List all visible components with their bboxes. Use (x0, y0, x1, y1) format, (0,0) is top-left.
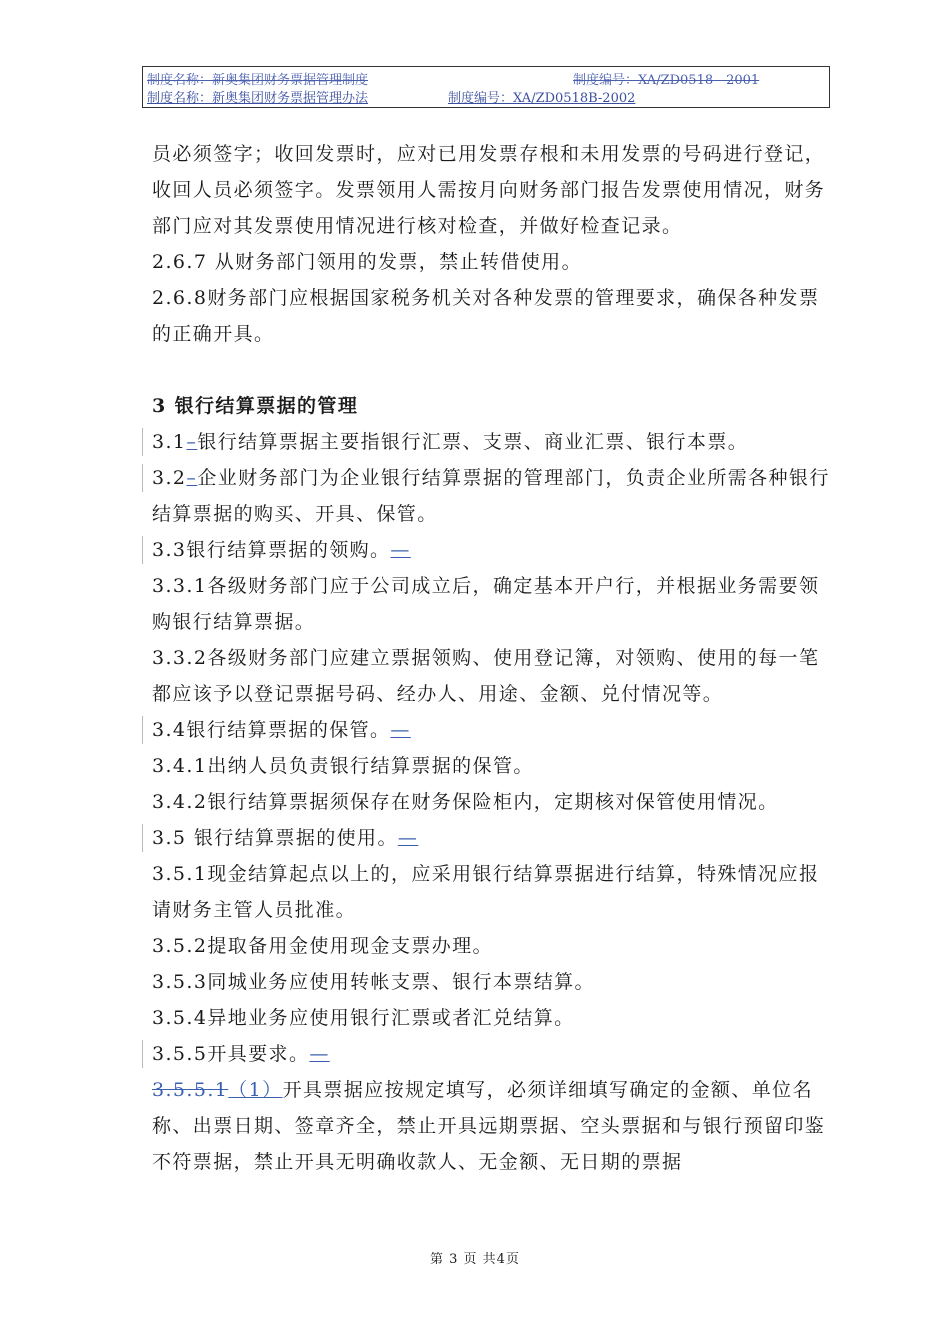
paragraph-3-5-3: 3.5.3同城业务应使用转帐支票、银行本票结算。 (152, 971, 595, 993)
paragraph-3-5 (152, 820, 832, 856)
paragraph-3-5-5-1 (152, 1072, 832, 1180)
clause-text: 3.5 银行结算票据的使用。 (152, 827, 398, 849)
paragraph-3-5-5 (152, 1036, 832, 1072)
clause-text: 开具票据应按规定填写，必须详细填写确定的金额、单位名称、出票日期、签章齐全，禁止开具远期票据、空头票据和与银行预留印鉴不符票据，禁止开具无明确收款人、无金额、无日期的票据 (152, 1079, 826, 1173)
revision-mark: — (309, 1043, 330, 1065)
paragraph-3-5-2: 3.5.2提取备用金使用现金支票办理。 (152, 935, 493, 957)
paragraph-3-5-4: 3.5.4异地业务应使用银行汇票或者汇兑结算。 (152, 1007, 575, 1029)
paragraph-2-6-8: 2.6.8财务部门应根据国家税务机关对各种发票的管理要求，确保各种发票的正确开具。 (152, 287, 820, 345)
paragraph-3-3-2: 3.3.2各级财务部门应建立票据领购、使用登记簿，对领购、使用的每一笔都应该予以登记票据号码、经办人、用途、金额、兑付情况等。 (152, 647, 820, 705)
clause-number: 3.2 (152, 467, 187, 489)
paragraph-3-1 (152, 424, 832, 460)
paragraph-3-4 (152, 712, 832, 748)
header-old-line (147, 69, 759, 88)
paragraph-3-2 (152, 460, 832, 532)
document-body (152, 136, 832, 1180)
revision-mark: — (397, 827, 419, 849)
header-new-line (147, 87, 635, 106)
clause-text: 企业财务部门为企业银行结算票据的管理部门，负责企业所需各种银行结算票据的购买、开具、保管。 (152, 467, 830, 525)
paragraph-3-4-2: 3.4.2银行结算票据须保存在财务保险柜内，定期核对保管使用情况。 (152, 791, 779, 813)
paragraph-3-3-1: 3.3.1各级财务部门应于公司成立后，确定基本开户行，并根据业务需要领购银行结算票据。 (152, 575, 820, 633)
clause-text: 3.4银行结算票据的保管。 (152, 719, 391, 741)
deleted-number: 3.5.5.1 (152, 1079, 229, 1101)
revision-mark: – (186, 467, 198, 489)
paragraph-continued: 员必须签字；收回发票时，应对已用发票存根和未用发票的号码进行登记，收回人员必须签字。发票领用人需按月向财务部门报告发票使用情况，财务部门应对其发票使用情况进行核对检查，并做好检查记录。 (152, 143, 826, 237)
section-heading-3: 3 银行结算票据的管理 (152, 395, 359, 417)
paragraph-2-6-7: 2.6.7 从财务部门领用的发票，禁止转借使用。 (152, 251, 582, 273)
header-old-title: 制度名称：新奥集团财务票据管理制度 (147, 73, 369, 88)
paragraph-3-3 (152, 532, 832, 568)
revision-mark: — (390, 539, 411, 561)
page-header (142, 66, 830, 108)
clause-text: 3.3银行结算票据的领购。 (152, 539, 391, 561)
clause-text: 3.5.5开具要求。 (152, 1043, 310, 1065)
paragraph-3-5-1: 3.5.1现金结算起点以上的，应采用银行结算票据进行结算，特殊情况应报请财务主管人员批准。 (152, 863, 820, 921)
clause-number: 3.1 (152, 431, 187, 453)
revision-mark: — (390, 719, 411, 741)
page-footer: 第 3 页 共4页 (430, 1252, 520, 1267)
paragraph-3-4-1: 3.4.1出纳人员负责银行结算票据的保管。 (152, 755, 534, 777)
header-new-title: 制度名称：新奥集团财务票据管理办法 (147, 91, 369, 106)
clause-text: 银行结算票据主要指银行汇票、支票、商业汇票、银行本票。 (197, 431, 749, 453)
header-old-code: 制度编号：XA/ZD0518—2001 (573, 73, 760, 88)
revision-mark: – (186, 431, 198, 453)
header-new-code: 制度编号：XA/ZD0518B-2002 (448, 91, 636, 106)
inserted-number: （1） (228, 1079, 283, 1101)
